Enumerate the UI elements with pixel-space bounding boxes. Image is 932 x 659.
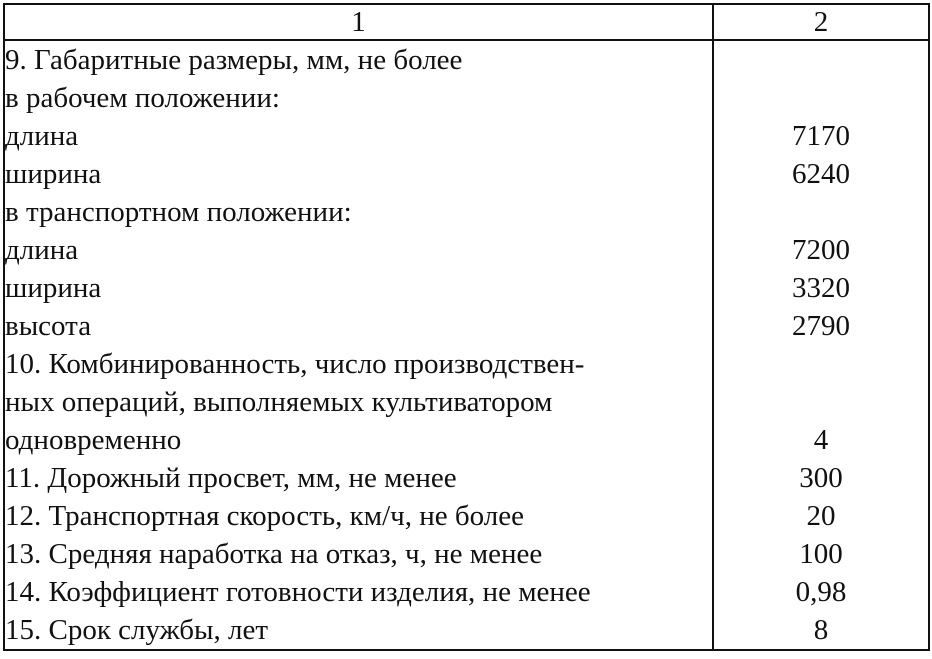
body-row: [4, 40, 929, 650]
parameter-line: ных операций, выполняемых культиватором: [5, 386, 553, 418]
parameter-line: длина: [5, 234, 79, 266]
parameter-line: одновременно: [5, 424, 182, 456]
parameter-line: ширина: [5, 272, 102, 304]
parameter-line: длина: [5, 120, 79, 152]
spec-table: [3, 3, 930, 651]
parameter-line: 9. Габаритные размеры, мм, не более: [5, 44, 463, 76]
value-line: [714, 193, 928, 231]
value-line: [714, 79, 928, 117]
value-column: [713, 40, 929, 650]
value-line: 3320: [792, 272, 850, 304]
value-line: 6240: [792, 158, 850, 190]
value-line: 7200: [792, 234, 850, 266]
value-line: 20: [806, 500, 836, 532]
parameter-line: в рабочем положении:: [5, 82, 280, 114]
parameter-line: 12. Транспортная скорость, км/ч, не более: [5, 500, 524, 532]
value-line: 2790: [792, 310, 850, 342]
value-line: 8: [813, 614, 829, 646]
value-line: 7170: [792, 120, 850, 152]
value-line: 100: [799, 538, 843, 570]
parameter-line: высота: [5, 310, 92, 342]
parameter-line: 13. Средняя наработка на отказ, ч, не менее: [5, 538, 543, 570]
parameter-line: 15. Срок службы, лет: [5, 614, 269, 646]
value-line: 4: [813, 424, 829, 456]
header-col-2: 2: [713, 4, 929, 40]
value-line: [714, 41, 928, 79]
header-row: [4, 4, 929, 40]
value-line: 300: [799, 462, 843, 494]
parameter-column: [4, 40, 713, 650]
header-col-1: 1: [4, 4, 713, 40]
parameter-line: 11. Дорожный просвет, мм, не менее: [5, 462, 457, 494]
value-line: [714, 345, 928, 383]
value-line: [714, 383, 928, 421]
value-line: 0,98: [795, 576, 847, 608]
parameter-line: 14. Коэффициент готовности изделия, не менее: [5, 576, 591, 608]
parameter-line: в транспортном положении:: [5, 196, 352, 228]
parameter-line: 10. Комбинированность, число производствен-: [5, 348, 585, 380]
parameter-line: ширина: [5, 158, 102, 190]
